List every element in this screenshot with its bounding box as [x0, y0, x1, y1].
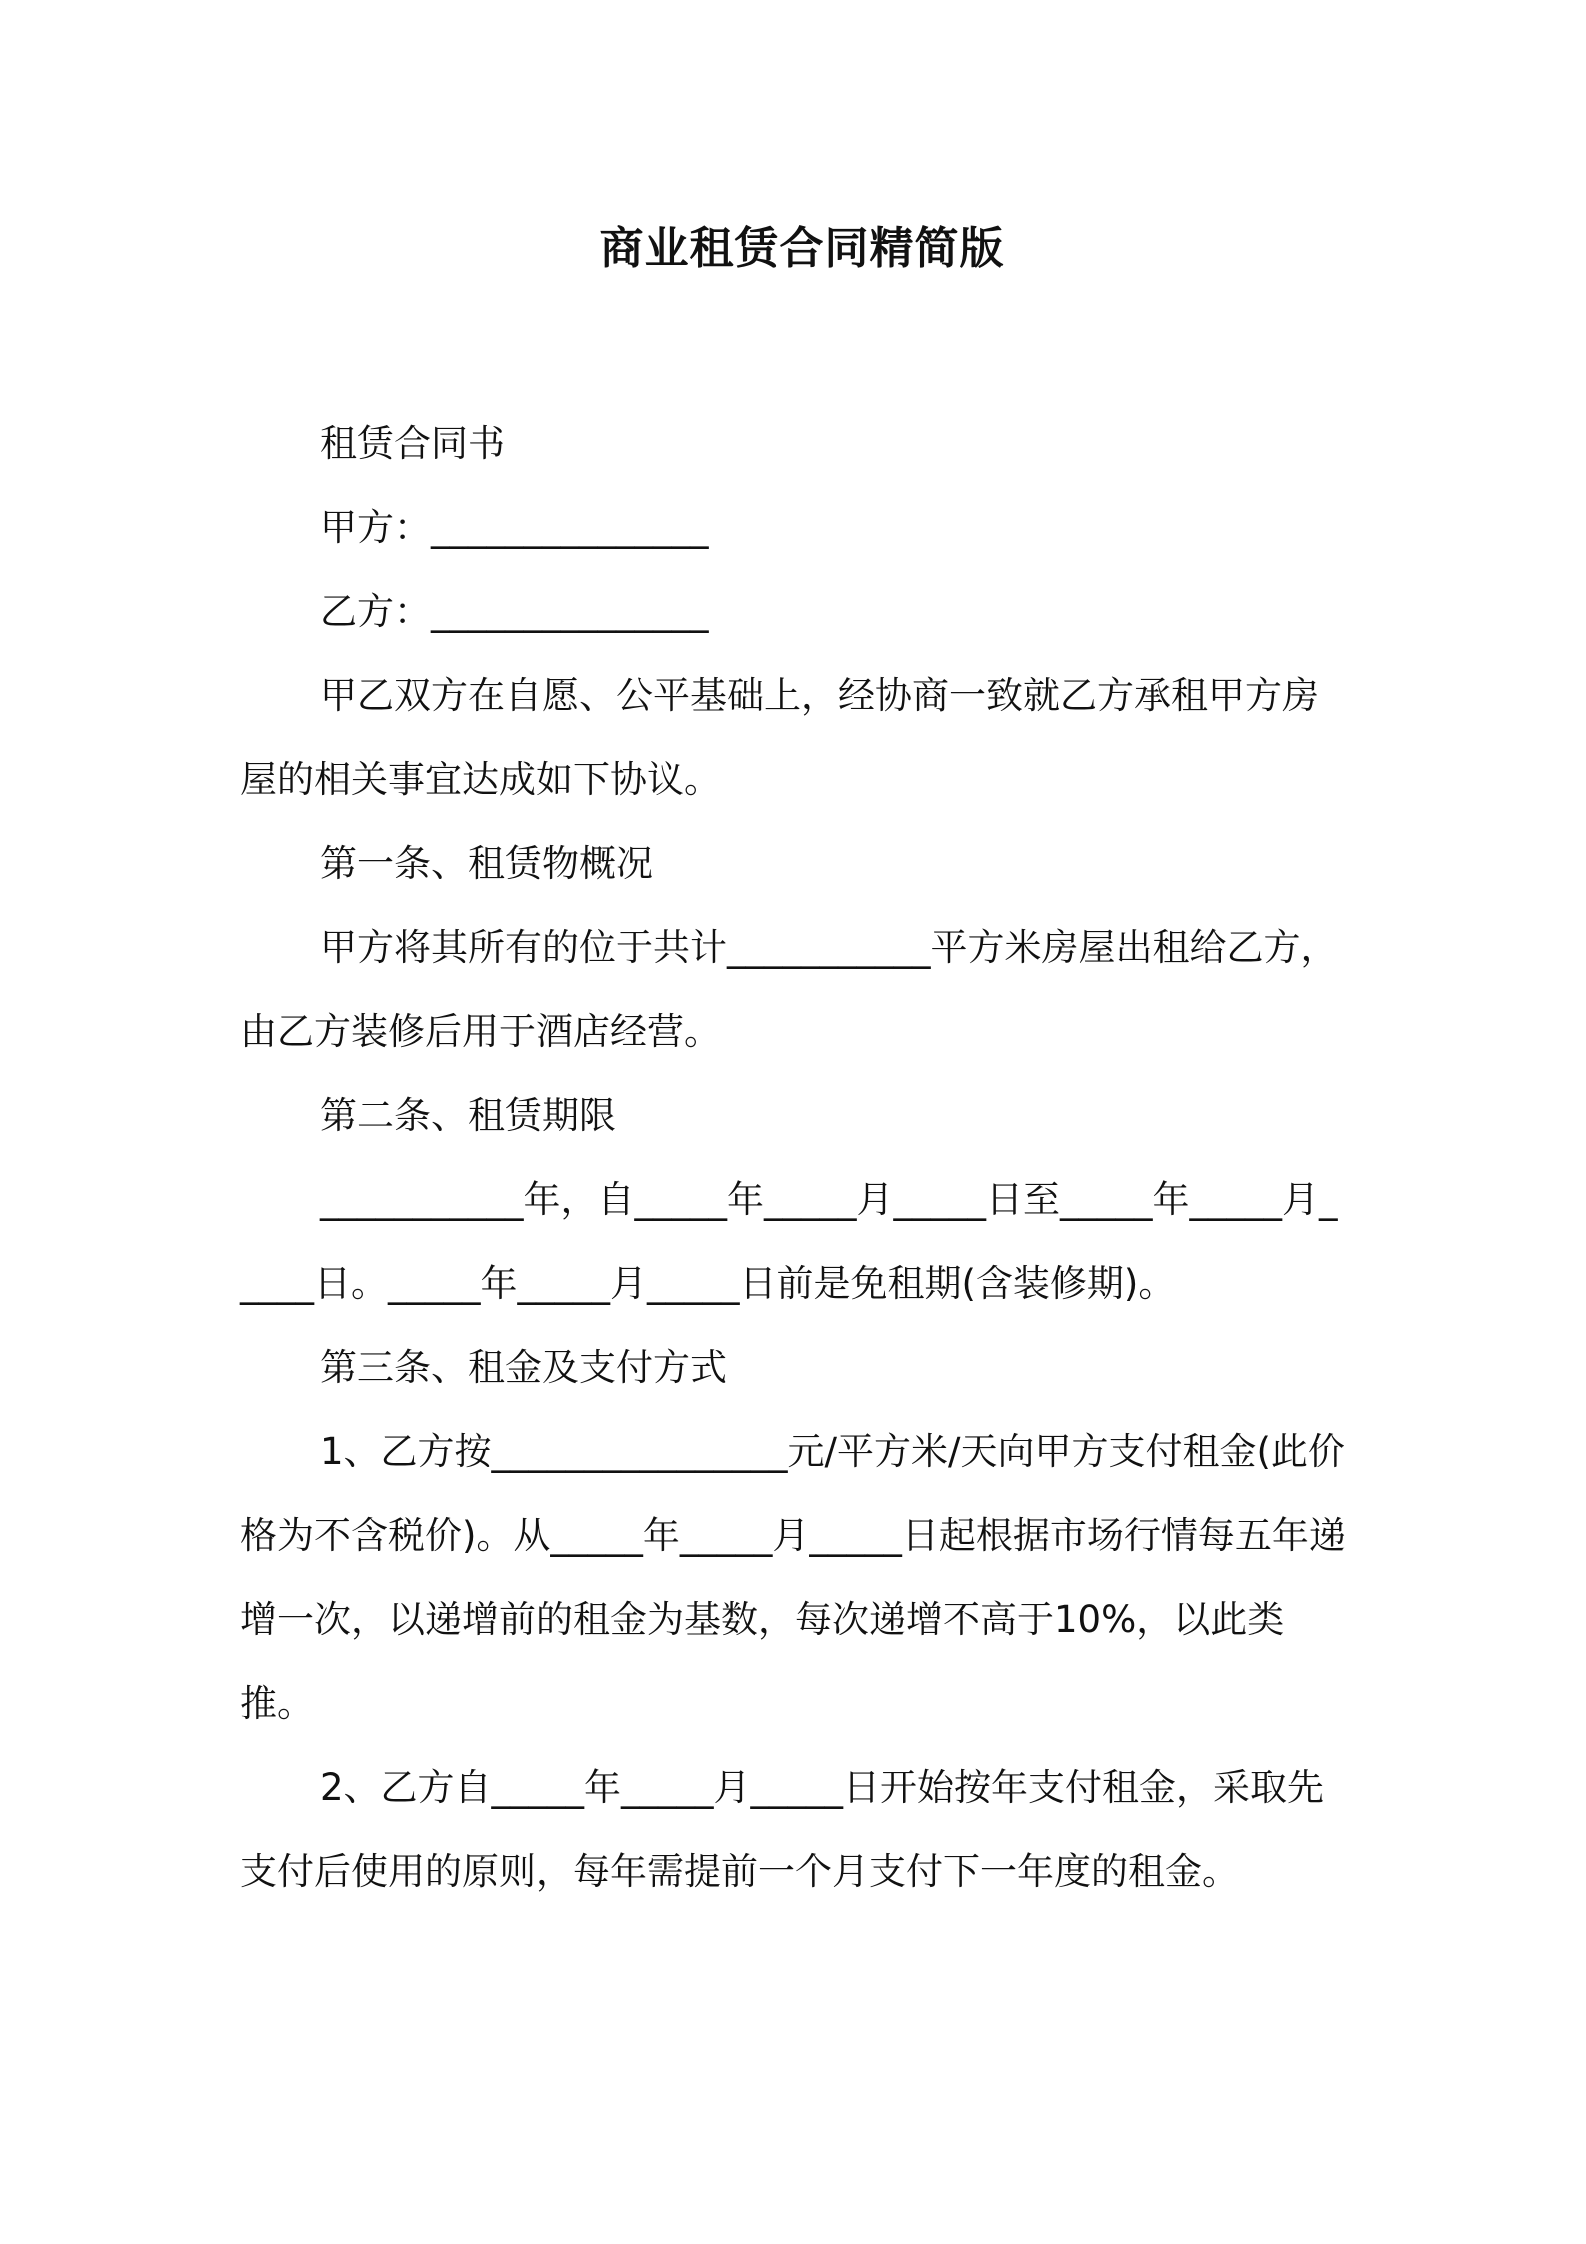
preamble-paragraph: 甲乙双方在自愿、公平基础上，经协商一致就乙方承租甲方房屋的相关事宜达成如下协议。: [240, 674, 1319, 801]
document-title: 商业租赁合同精简版: [599, 223, 1005, 274]
article-1-heading: 第一条、租赁物概况: [320, 842, 653, 885]
contract-heading: 租赁合同书: [320, 422, 505, 465]
article-3-heading: 第三条、租金及支付方式: [320, 1346, 727, 1389]
party-b-line: 乙方：_______________: [320, 590, 709, 633]
article-2-body: ___________年，自_____年_____月_____日至_____年_____月_____日。_____年_____月_____日前是免租期(含装修期)。: [240, 1178, 1338, 1305]
party-a-line: 甲方：_______________: [320, 506, 709, 549]
article-3-item-2: 2、乙方自_____年_____月_____日开始按年支付租金，采取先支付后使用的原则，每年需提前一个月支付下一年度的租金。: [240, 1766, 1325, 1893]
article-2-heading: 第二条、租赁期限: [320, 1094, 616, 1137]
article-3-item-1: 1、乙方按________________元/平方米/天向甲方支付租金(此价格为不含税价)。从_____年_____月_____日起根据市场行情每五年递增一次，以递增前的租金为基数，每次递增不高于10%，以此类推。: [240, 1430, 1346, 1725]
article-1-body: 甲方将其所有的位于共计___________平方米房屋出租给乙方，由乙方装修后用于酒店经营。: [240, 926, 1338, 1053]
